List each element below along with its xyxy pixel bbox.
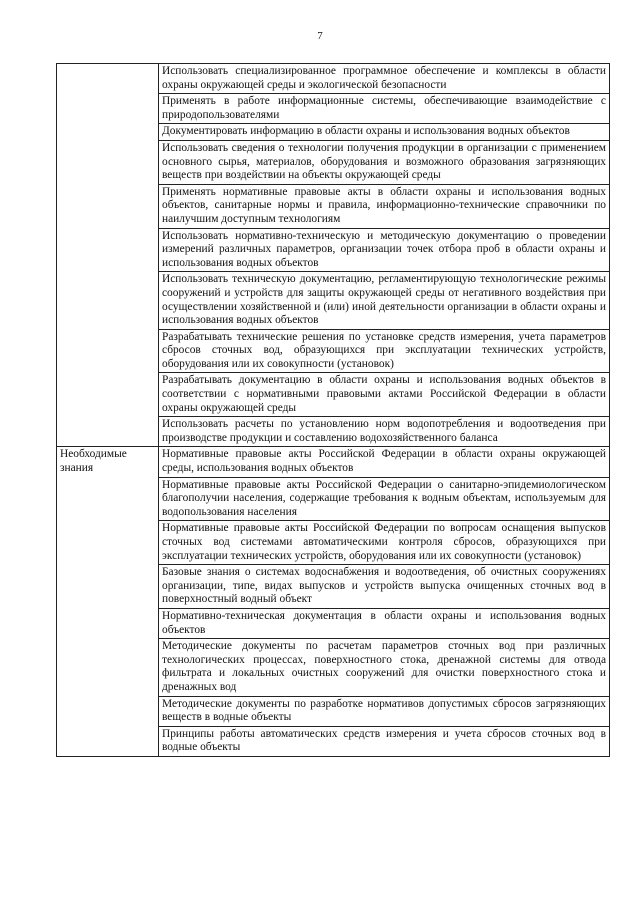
requirement-cell: Документировать информацию в области охраны и использования водных объектов [159, 124, 610, 141]
requirement-cell: Нормативно-техническая документация в области охраны и использования водных объектов [159, 608, 610, 638]
requirement-cell: Использовать специализированное программное обеспечение и комплексы в области охраны окружающей среды и экологической безопасности [159, 64, 610, 94]
requirement-cell: Использовать техническую документацию, регламентирующую технологические режимы сооружений и устройств для защиты окружающей среды от негативного воздействия при осуществлении хозяйственной и (или) иной деятельности организации в области охраны и использования водных объектов [159, 272, 610, 329]
requirement-cell: Разрабатывать технические решения по установке средств измерения, учета параметров сбросов сточных вод, образующихся при эксплуатации технических устройств, оборудования или их совокупности (установок) [159, 329, 610, 373]
requirement-cell: Разрабатывать документацию в области охраны и использования водных объектов в соответствии с нормативными правовыми актами Российской Федерации в области охраны окружающей среды [159, 373, 610, 417]
requirement-cell: Использовать расчеты по установлению норм водопотребления и водоотведения при производстве продукции и составлению водохозяйственного баланса [159, 417, 610, 447]
requirement-cell: Использовать сведения о технологии получения продукции в организации с применением основного сырья, материалов, оборудования и возможного образования загрязняющих веществ при воздействии на объекты окружающей среды [159, 140, 610, 184]
requirement-cell: Использовать нормативно-техническую и методическую документацию о проведении измерений различных параметров, организации точек отбора проб в области охраны и использования водных объектов [159, 228, 610, 272]
requirement-cell: Методические документы по разработке нормативов допустимых сбросов загрязняющих веществ в водные объекты [159, 696, 610, 726]
requirement-cell: Нормативные правовые акты Российской Федерации о санитарно-эпидемиологическом благополучии населения, содержащие требования к водным объектам, используемым для водопользования населения [159, 477, 610, 521]
page-number: 7 [317, 30, 323, 42]
table-row [57, 447, 610, 477]
requirement-cell: Принципы работы автоматических средств измерения и учета сбросов сточных вод в водные объекты [159, 726, 610, 756]
requirement-cell: Нормативные правовые акты Российской Федерации по вопросам оснащения выпусков сточных вод системами автоматическими контроля сбросов, образующихся при эксплуатации технических устройств, оборудования или их совокупности (установок) [159, 521, 610, 565]
requirement-cell: Базовые знания о системах водоснабжения и водоотведения, об очистных сооружениях организации, типе, видах выпусков и устройств выпуска очищенных сточных вод в поверхностный водный объект [159, 565, 610, 609]
section-label-cell [57, 64, 159, 447]
requirement-cell: Применять нормативные правовые акты в области охраны и использования водных объектов, санитарные нормы и правила, информационно-технические справочники по наилучшим доступным технологиям [159, 184, 610, 228]
section-label-cell: Необходимые знания [57, 447, 159, 756]
requirements-table [56, 63, 610, 757]
table-row [57, 64, 610, 94]
requirement-cell: Методические документы по расчетам параметров сточных вод при различных технологических процессах, поверхностного стока, дренажной системы для отвода фильтрата и локальных очистных сооружений для очистки поверхностного стока и дренажных вод [159, 639, 610, 696]
requirement-cell: Применять в работе информационные системы, обеспечивающие взаимодействие с природопользователями [159, 94, 610, 124]
requirement-cell: Нормативные правовые акты Российской Федерации в области охраны окружающей среды, использования водных объектов [159, 447, 610, 477]
